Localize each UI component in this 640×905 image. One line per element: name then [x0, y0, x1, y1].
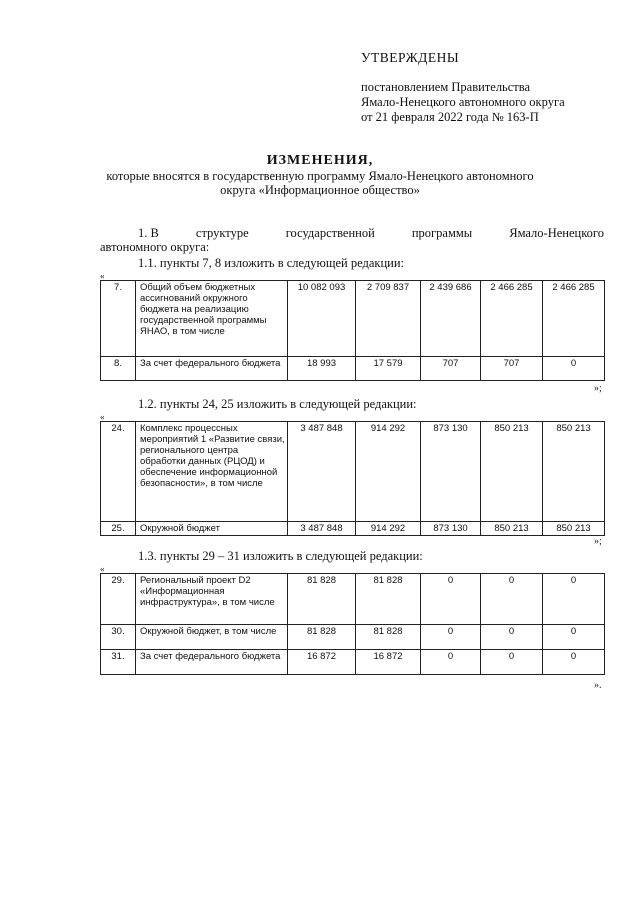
row-value: 81 828 — [356, 574, 421, 625]
row-value: 0 — [543, 574, 605, 625]
decree-line: от 21 февраля 2022 года № 163-П — [361, 110, 539, 124]
row-value: 81 828 — [356, 625, 421, 650]
table-row — [101, 357, 605, 381]
row-number: 8. — [101, 357, 136, 381]
close-quote: »; — [594, 536, 602, 547]
row-value: 850 213 — [481, 522, 543, 536]
open-quote: « — [100, 412, 105, 422]
section-heading-1-1: 1.1. пункты 7, 8 изложить в следующей редакции: — [138, 256, 404, 270]
row-value: 0 — [543, 650, 605, 675]
row-name: Комплекс процессных мероприятий 1 «Развитие связи, регионального центра обработки данных (РЦОД) и обеспечение информационной безопасности», в том числе — [136, 422, 288, 522]
row-number: 29. — [101, 574, 136, 625]
row-number: 24. — [101, 422, 136, 522]
row-number: 31. — [101, 650, 136, 675]
row-value: 3 487 848 — [288, 522, 356, 536]
row-value: 2 466 285 — [481, 281, 543, 357]
row-value: 0 — [543, 625, 605, 650]
table-section-1-1 — [100, 280, 605, 381]
close-quote: ». — [594, 680, 602, 691]
row-value: 10 082 093 — [288, 281, 356, 357]
section-heading-1-2: 1.2. пункты 24, 25 изложить в следующей редакции: — [138, 397, 417, 411]
row-value: 81 828 — [288, 574, 356, 625]
row-value: 873 130 — [421, 522, 481, 536]
row-value: 16 872 — [288, 650, 356, 675]
table-row — [101, 625, 605, 650]
row-name: Региональный проект D2 «Информационная инфраструктура», в том числе — [136, 574, 288, 625]
document-subtitle: которые вносятся в государственную программу Ямало-Ненецкого автономного округа «Информационное общество» — [106, 169, 534, 197]
paragraph-word: программы — [411, 226, 473, 240]
row-value: 2 466 285 — [543, 281, 605, 357]
table-row — [101, 574, 605, 625]
decree-line: Ямало-Ненецкого автономного округа — [361, 95, 565, 109]
table-section-1-2 — [100, 421, 605, 536]
row-value: 17 579 — [356, 357, 421, 381]
row-value: 81 828 — [288, 625, 356, 650]
row-value: 0 — [421, 650, 481, 675]
row-value: 914 292 — [356, 422, 421, 522]
paragraph-1-continuation: автономного округа: — [100, 240, 210, 254]
row-name: За счет федерального бюджета — [136, 650, 288, 675]
row-number: 30. — [101, 625, 136, 650]
section-heading-1-3: 1.3. пункты 29 – 31 изложить в следующей редакции: — [138, 549, 423, 563]
row-number: 25. — [101, 522, 136, 536]
row-value: 707 — [421, 357, 481, 381]
row-name: За счет федерального бюджета — [136, 357, 288, 381]
table-row — [101, 422, 605, 522]
table-row — [101, 650, 605, 675]
decree-line: постановлением Правительства — [361, 80, 531, 94]
row-value: 16 872 — [356, 650, 421, 675]
document-title: ИЗМЕНЕНИЯ, — [266, 153, 374, 168]
row-value: 0 — [481, 625, 543, 650]
row-value: 2 709 837 — [356, 281, 421, 357]
row-name: Окружной бюджет, в том числе — [136, 625, 288, 650]
open-quote: « — [100, 271, 105, 281]
table-section-1-3 — [100, 573, 605, 675]
row-number: 7. — [101, 281, 136, 357]
row-value: 850 213 — [481, 422, 543, 522]
paragraph-1-first-line — [138, 226, 604, 241]
row-value: 0 — [421, 574, 481, 625]
paragraph-word: 1. В — [138, 226, 159, 240]
row-value: 914 292 — [356, 522, 421, 536]
row-value: 707 — [481, 357, 543, 381]
table-row — [101, 281, 605, 357]
row-value: 0 — [543, 357, 605, 381]
paragraph-word: государственной — [285, 226, 375, 240]
open-quote: « — [100, 564, 105, 574]
row-name: Общий объем бюджетных ассигнований окружного бюджета на реализацию государственной программы ЯНАО, в том числе — [136, 281, 288, 357]
row-value: 3 487 848 — [288, 422, 356, 522]
row-value: 2 439 686 — [421, 281, 481, 357]
row-value: 873 130 — [421, 422, 481, 522]
row-name: Окружной бюджет — [136, 522, 288, 536]
row-value: 0 — [421, 625, 481, 650]
table-row — [101, 522, 605, 536]
row-value: 0 — [481, 574, 543, 625]
close-quote: »; — [594, 383, 602, 394]
row-value: 0 — [481, 650, 543, 675]
row-value: 850 213 — [543, 522, 605, 536]
paragraph-word: структуре — [195, 226, 249, 240]
decree-reference — [361, 80, 565, 125]
approval-stamp-heading: УТВЕРЖДЕНЫ — [361, 50, 460, 65]
row-value: 850 213 — [543, 422, 605, 522]
row-value: 18 993 — [288, 357, 356, 381]
paragraph-word: Ямало-Ненецкого — [509, 226, 604, 240]
